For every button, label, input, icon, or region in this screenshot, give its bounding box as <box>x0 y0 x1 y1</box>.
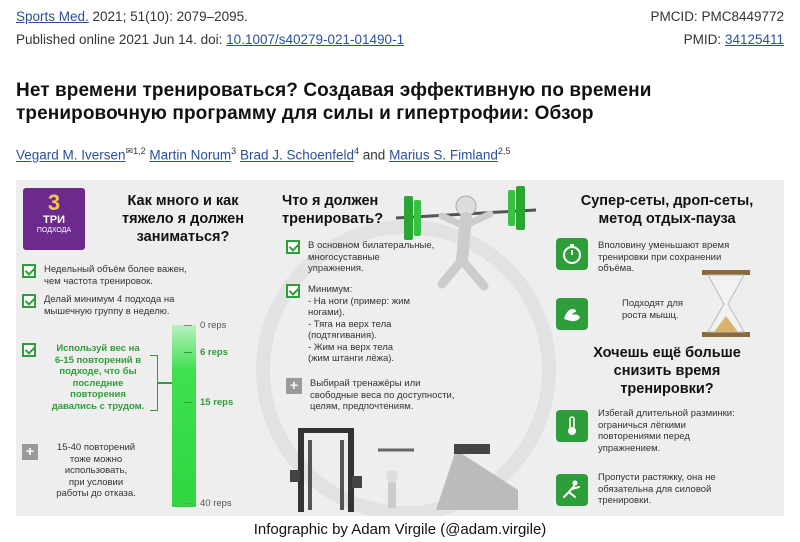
tick <box>184 352 192 353</box>
check-icon <box>286 284 300 298</box>
col1-item-1 <box>44 264 187 287</box>
flexed-arm-icon <box>556 298 588 330</box>
text-line: - На ноги (пример: жим <box>308 295 410 307</box>
col1-heading <box>98 192 268 246</box>
text-line: роста мышц. <box>622 309 679 321</box>
heading-line: тренировать? <box>282 211 384 227</box>
heading-line: Супер-сеты, дроп-сеты, <box>580 193 754 209</box>
bracket <box>150 355 158 411</box>
heading-line: тренировки? <box>620 381 714 397</box>
text-line: Минимум: <box>308 284 353 295</box>
heading-line: метод отдых-пауза <box>598 211 736 227</box>
pmid-line <box>684 32 784 47</box>
text-line: Пропусти растяжку, она не <box>598 472 716 483</box>
text-line: - Жим на верх тела <box>308 341 394 353</box>
text-line: ограничься лёгкими <box>598 419 686 431</box>
author-link[interactable]: Martin Norum <box>149 147 232 163</box>
plus-icon: + <box>286 378 302 394</box>
author-list <box>16 146 510 163</box>
col1-item-3 <box>44 343 152 412</box>
published-prefix: Published online 2021 Jun 14. doi: <box>16 32 227 47</box>
heading-line: заниматься? <box>136 229 230 245</box>
doi-link[interactable]: 10.1007/s40279-021-01490-1 <box>226 32 405 47</box>
citation-line <box>16 9 248 24</box>
author-separator: and <box>359 147 390 163</box>
text-line: Делай минимум 4 подхода на <box>44 294 175 305</box>
reps-label-0: 0 reps <box>200 320 227 331</box>
check-icon <box>22 343 36 357</box>
plus-icon: + <box>22 444 38 460</box>
text-line: Избегай длительной разминки: <box>598 408 735 419</box>
pmid-prefix: PMID: <box>683 32 725 47</box>
text-line: Подходят для <box>622 298 684 309</box>
author-affiliation: 3 <box>231 146 237 156</box>
text-line: при условии <box>68 476 124 488</box>
text-line: тренировки. <box>598 495 652 506</box>
stopwatch-icon <box>556 238 588 270</box>
text-line: работы до отказа. <box>56 488 136 499</box>
text-line: Вполовину уменьшают время <box>598 240 730 251</box>
heading-line: Как много и как <box>127 193 239 209</box>
col2-item-1 <box>308 240 434 275</box>
col1-item-2 <box>44 294 174 317</box>
col3-item-3 <box>598 408 735 454</box>
article-title <box>16 79 796 125</box>
text-line: - Тяга на верх тела <box>308 318 392 330</box>
col3-heading-2 <box>564 344 770 398</box>
heading-line: Хочешь ещё больше <box>593 345 741 361</box>
author-link[interactable]: Vegard M. Iversen <box>16 147 126 163</box>
col2-item-3 <box>310 378 455 413</box>
text-line: свободные веса по доступности, <box>310 389 455 401</box>
text-line: ногами). <box>308 307 345 318</box>
citation-details: 2021; 51(10): 2079–2095. <box>88 9 248 24</box>
text-line: давались с трудом. <box>51 400 145 412</box>
check-icon <box>22 294 36 308</box>
check-icon <box>286 240 300 254</box>
text-line: тоже можно <box>69 453 123 465</box>
col1-item-4 <box>46 442 146 500</box>
col3-heading <box>564 192 770 228</box>
infographic-caption: Infographic by Adam Virgile (@adam.virgile) <box>253 521 547 538</box>
check-icon <box>22 264 36 278</box>
published-line <box>16 32 404 47</box>
tick <box>184 402 192 403</box>
reps-label-6: 6 reps <box>200 347 228 358</box>
author-link[interactable]: Brad J. Schoenfeld <box>239 147 355 163</box>
bracket-connector <box>158 382 172 384</box>
hourglass-icon <box>696 266 756 342</box>
text-line: Выбирай тренажёры или <box>310 378 421 389</box>
text-line: обязательна для силовой <box>598 483 712 495</box>
text-line: 6-15 повторений в <box>54 354 142 366</box>
text-line: повторениями перед <box>598 431 690 442</box>
col2-heading <box>282 192 402 228</box>
col3-item-4 <box>598 472 716 507</box>
logo <box>23 188 85 250</box>
gym-equipment-icon <box>286 420 526 516</box>
text-line: последние <box>72 377 124 389</box>
tick <box>184 325 192 326</box>
reps-label-15: 15 reps <box>200 397 234 408</box>
text-line: упражнением. <box>598 442 661 454</box>
journal-link[interactable]: Sports Med. <box>16 9 89 24</box>
text-line: Используй вес на <box>56 343 140 354</box>
text-line: (подтягивания). <box>308 330 377 341</box>
text-line: многосуставные <box>308 251 380 263</box>
tick <box>184 503 192 504</box>
text-line: целям, предпочтениям. <box>310 401 414 412</box>
col2-item-2 <box>308 284 410 365</box>
logo-text: ТРИ <box>43 214 65 226</box>
text-line: объёма. <box>598 263 635 274</box>
logo-number: 3 <box>47 190 61 215</box>
author-affiliation: 2,5 <box>497 146 511 156</box>
thermometer-icon <box>556 410 588 442</box>
text-line: упражнения. <box>308 263 364 274</box>
text-line: Недельный объём более важен, <box>44 264 187 275</box>
text-line: повторения <box>70 389 126 400</box>
text-line: (жим штанги лёжа). <box>308 353 395 364</box>
author-affiliation: 4 <box>354 146 360 156</box>
infographic <box>16 180 784 516</box>
title-line-2: тренировочную программу для силы и гипертрофии: Обзор <box>16 103 594 124</box>
text-line: чем частота тренировок. <box>44 275 153 287</box>
text-line: В основном билатеральные, <box>308 240 435 251</box>
text-line: использовать, <box>64 465 128 476</box>
reps-label-40: 40 reps <box>200 498 232 509</box>
pmcid: PMCID: PMC8449772 <box>650 9 784 24</box>
title-line-1: Нет времени тренироваться? Создавая эффективную по времени <box>16 80 652 101</box>
heading-line: Что я должен <box>282 193 379 209</box>
col3-item-2 <box>622 298 683 321</box>
text-line: мышечную группу в неделю. <box>44 305 170 317</box>
text-line: тренировки при сохранении <box>598 251 722 263</box>
logo-subtext: ПОДХОДА <box>36 227 72 234</box>
heading-line: снизить время <box>613 363 721 379</box>
heading-line: тяжело я должен <box>122 211 244 227</box>
author-affiliation: ✉1,2 <box>125 146 146 156</box>
text-line: подходе, что бы <box>59 366 137 377</box>
stretching-icon <box>556 474 588 506</box>
author-link[interactable]: Marius S. Fimland <box>389 147 498 163</box>
pmid-link[interactable]: 34125411 <box>724 32 784 47</box>
text-line: 15-40 повторений <box>56 442 136 453</box>
